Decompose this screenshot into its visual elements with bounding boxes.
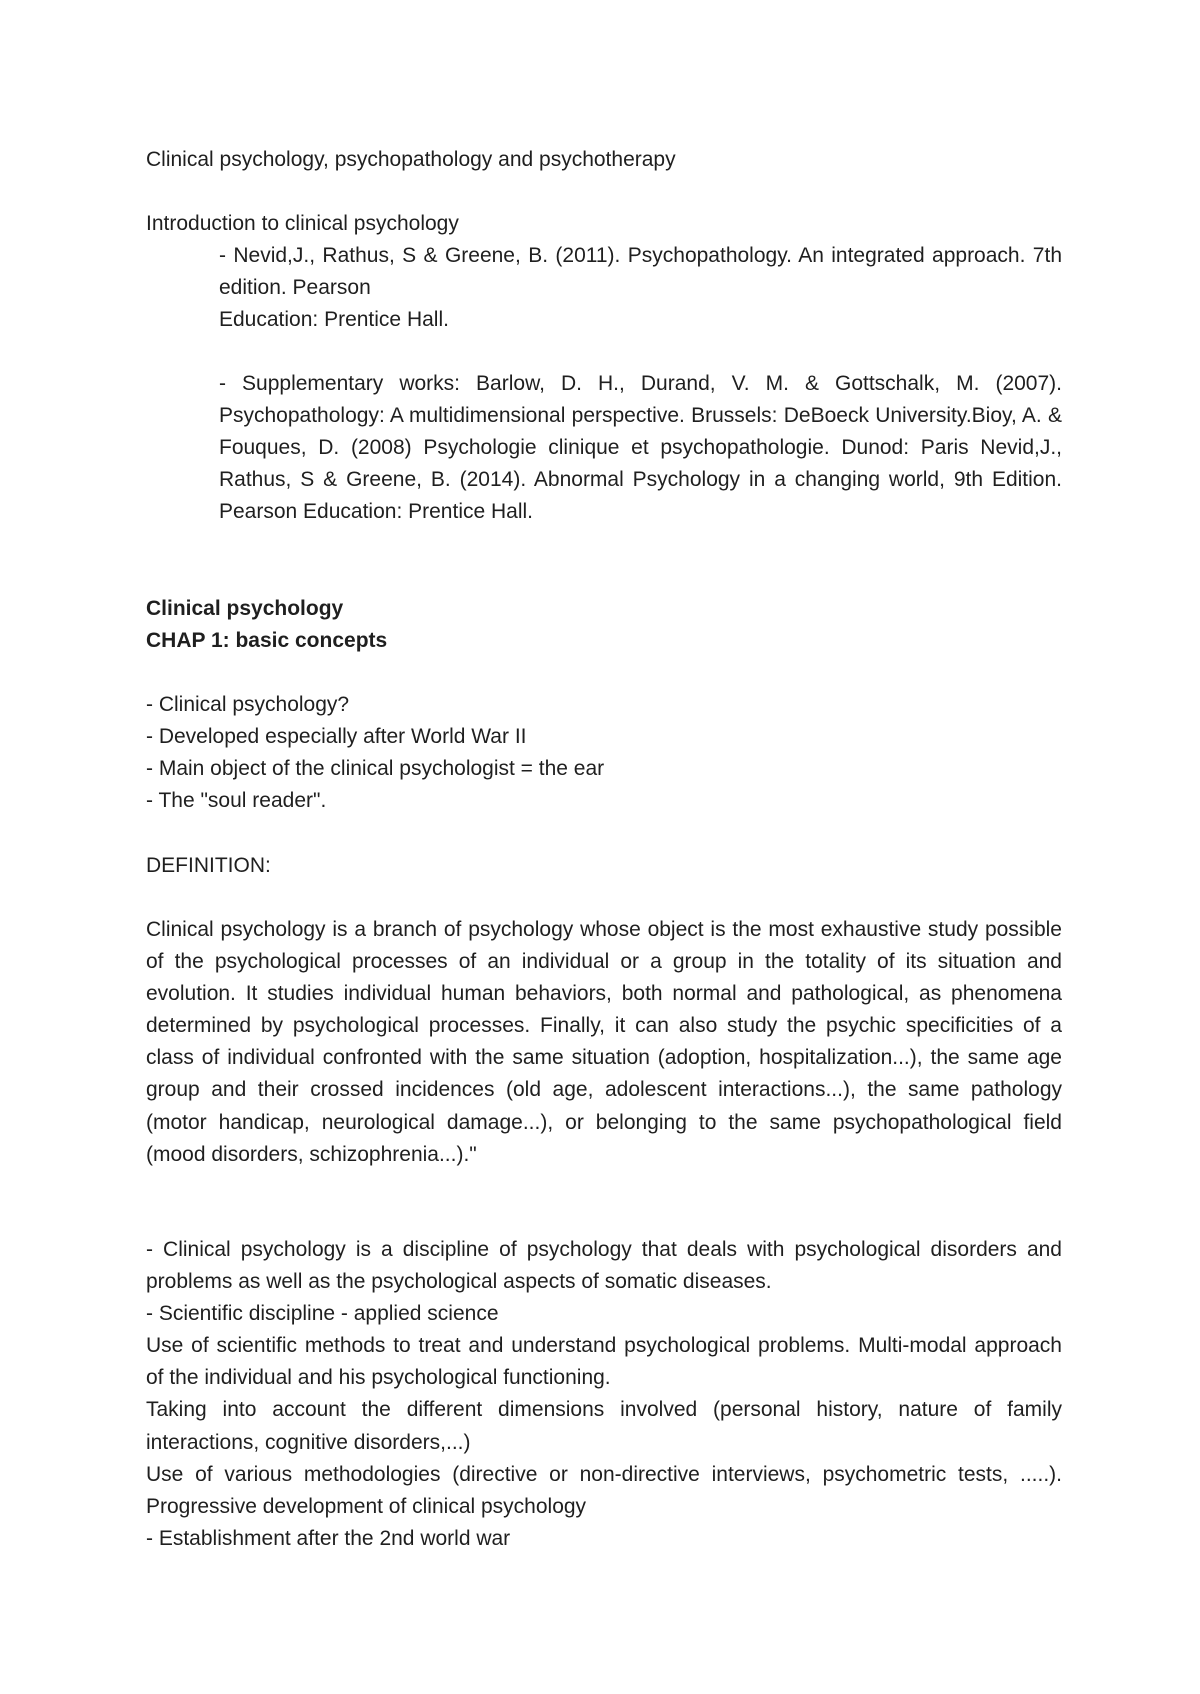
bullet-list <box>146 689 1062 817</box>
establishment-line: - Establishment after the 2nd world war <box>146 1526 511 1550</box>
methods-paragraph: Use of scientific methods to treat and understand psychological problems. Multi-modal approach of the individual and his psychological functioning. <box>146 1334 1062 1390</box>
list-item: - Developed especially after World War II <box>146 725 527 749</box>
definition-label: DEFINITION: <box>146 854 271 877</box>
methodologies-paragraph: Use of various methodologies (directive or non-directive interviews, psychometric tests, .....). Progressive development of clinical psychology <box>146 1462 1062 1518</box>
reference-main <box>219 240 1062 336</box>
supplementary-works: - Supplementary works: Barlow, D. H., Durand, V. M. & Gottschalk, M. (2007). Psychopathology: A multidimensional perspective. Brussels: DeBoeck University.Bioy, A. & Fouques, D. (2008) Psychologie clinique et psychopathologie. Dunod: Paris Nevid,J., Rathus, S & Greene, B. (2014). Abnormal Psychology in a changing world, 9th Edition. Pearson Education: Prentice Hall. <box>219 372 1062 524</box>
definition-paragraph: Clinical psychology is a branch of psychology whose object is the most exhaustive study possible of the psychological processes of an individual or a group in the totality of its situation and evolution. It studies individual human behaviors, both normal and pathological, as phenomena determined by psychological processes. Finally, it can also study the psychic specificities of a class of individual confronted with the same situation (adoption, hospitalization...), the same age group and their crossed incidences (old age, adolescent interactions...), the same pathology (motor handicap, neurological damage...), or belonging to the same psychopathological field (mood disorders, schizophrenia...)." <box>146 918 1062 1166</box>
discipline-paragraph: - Clinical psychology is a discipline of psychology that deals with psychological disorders and problems as well as the psychological aspects of somatic diseases. <box>146 1238 1062 1294</box>
intro-heading: Introduction to clinical psychology <box>146 212 459 235</box>
section-heading: Clinical psychology <box>146 597 344 620</box>
reference-main-text: - Nevid,J., Rathus, S & Greene, B. (2011). Psychopathology. An integrated approach. 7th edition. Pearson <box>219 244 1062 300</box>
discipline-section <box>146 1234 1062 1555</box>
list-item: - Main object of the clinical psychologist = the ear <box>146 757 605 781</box>
dimensions-paragraph: Taking into account the different dimensions involved (personal history, nature of family interactions, cognitive disorders,...) <box>146 1398 1062 1454</box>
scientific-discipline-line: - Scientific discipline - applied science <box>146 1302 499 1326</box>
list-item: - The "soul reader". <box>146 789 327 813</box>
document-title: Clinical psychology, psychopathology and psychotherapy <box>146 148 676 171</box>
list-item: - Clinical psychology? <box>146 693 350 716</box>
chapter-heading: CHAP 1: basic concepts <box>146 629 388 652</box>
reference-main-publisher: Education: Prentice Hall. <box>219 308 449 332</box>
